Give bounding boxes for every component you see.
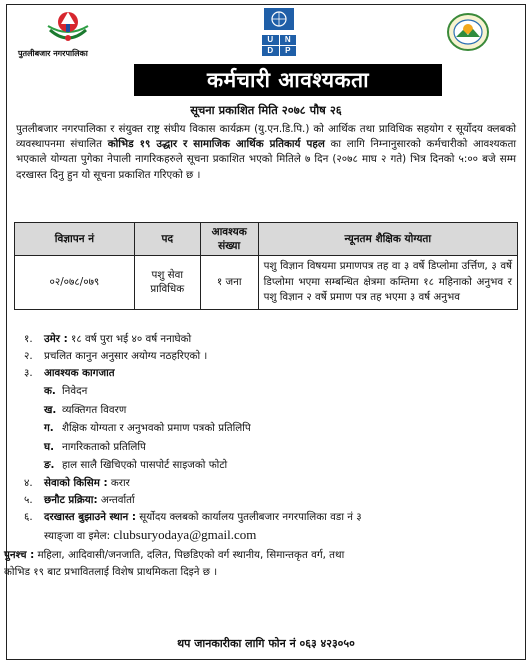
- item-number: १.: [24, 333, 33, 345]
- document-item: [24, 382, 516, 401]
- table-header-row: [15, 223, 518, 256]
- vacancy-table: [14, 222, 518, 310]
- intro-program-name: कोभिड १९ उद्धार र सामाजिक आर्थिक प्रतिकार्य पहल: [107, 138, 325, 151]
- municipality-emblem-icon: [44, 8, 92, 46]
- header-count: आवश्यक संख्या: [200, 223, 258, 256]
- table-row: [15, 256, 518, 310]
- list-item: [24, 348, 516, 365]
- cell-qualification: पशु विज्ञान विषयमा प्रमाणपत्र तह वा ३ वर्षे डिप्लोमा उर्त्तिण, ३ वर्षे डिप्लोमा भएमा सम्बन्धित क्षेत्रमा कम्तिमा १८ महिनाको अनुभव र पशु विज्ञान २ वर्षे प्रमाण पत्र तह भएमा ३ वर्ष अनुभव: [258, 256, 517, 310]
- postscript-label: पुनश्च :: [4, 548, 35, 561]
- item-number: २.: [24, 350, 33, 362]
- list-item: [24, 492, 516, 509]
- document-item: [24, 419, 516, 438]
- service-type-text: करार: [107, 476, 130, 489]
- header-ad-number: विज्ञापन नं: [15, 223, 135, 256]
- document-item: [24, 456, 516, 475]
- cell-ad-number: ०२/०७८/०७९: [15, 256, 135, 310]
- municipality-name: पुतलीबजार नगरपालिका: [18, 49, 88, 58]
- selection-process-label: छनौट प्रक्रिया:: [44, 493, 98, 506]
- submission-place-text: सूर्योदय क्लबको कार्यालय पुतलीबजार नगरपालिका वडा नं ३: [135, 510, 362, 523]
- service-type-label: सेवाको किसिम :: [44, 476, 108, 489]
- postscript-line2: कोभिड १९ बाट प्रभावितलाई विशेष प्राथमिकता दिइने छ ।: [4, 565, 218, 578]
- document-number: क.: [44, 385, 56, 397]
- page-title: कर्मचारी आवश्यकता: [134, 64, 442, 96]
- undp-letter: N: [280, 35, 297, 45]
- item-number: ५.: [24, 493, 33, 506]
- un-emblem-icon: [264, 8, 294, 30]
- list-item: [24, 331, 516, 348]
- item-number: ६.: [24, 510, 33, 523]
- undp-letter: D: [262, 46, 279, 56]
- publish-date-line: सूचना प्रकाशित मिति २०७८ पौष २६: [190, 103, 342, 117]
- intro-text-part2: का लागि निम्नानुसारको कर्मचारीको आवश्यकता भएकाले योग्यता पुगेका नेपाली नागरिकहरुले सूचना प्रकाशित भएको मितिले ७ दिन (२०७८ माघ २ गते) भित्र दिनको ५:०० बजे सम्म दरखास्त दिनु हुन यो सूचना प्रकाशित गरिएको छ ।: [16, 138, 516, 181]
- undp-letter: P: [280, 46, 297, 56]
- postscript-note: [4, 547, 516, 564]
- document-text: निवेदन: [62, 385, 88, 397]
- suryodaya-club-logo: [446, 12, 490, 56]
- municipality-logo-block: [18, 8, 118, 59]
- contact-phone-line: थप जानकारीका लागि फोन नं ०६३ ४२३०५०: [177, 637, 355, 650]
- document-item: [24, 438, 516, 457]
- item-number: ३.: [24, 367, 33, 379]
- intro-paragraph: [16, 122, 516, 183]
- document-item: [24, 401, 516, 420]
- header-post: पद: [134, 223, 200, 256]
- selection-process-text: अन्तर्वार्ता: [97, 493, 135, 506]
- document-number: ख.: [44, 403, 57, 416]
- age-text: १८ वर्ष पुरा भई ४० वर्ष ननाघेको: [67, 333, 192, 345]
- header-qualification: न्यूनतम शैक्षिक योग्यता: [258, 223, 517, 256]
- postscript-text: महिला, आदिवासी/जनजाति, दलित, पिछडिएको वर्ग स्थानीय, सिमान्तकृत वर्ग, तथा: [34, 548, 345, 561]
- document-text: शैक्षिक योग्यता र अनुभवको प्रमाण पत्रको प्रतिलिपि: [62, 422, 251, 434]
- club-emblem-icon: [446, 12, 490, 52]
- document-number: ग.: [44, 422, 54, 434]
- age-label: उमेर :: [44, 333, 68, 345]
- requirements-list: [4, 331, 516, 581]
- documents-label: आवश्यक कागजात: [44, 367, 115, 379]
- list-item: [24, 365, 516, 382]
- cell-post: पशु सेवा प्राविधिक: [134, 256, 200, 310]
- document-number: घ.: [44, 440, 54, 453]
- undp-logo: [262, 8, 296, 56]
- undp-letter: U: [262, 35, 279, 45]
- document-text: नागरिकताको प्रतिलिपि: [62, 440, 146, 453]
- submission-place-line2: [24, 526, 516, 545]
- contact-email-link[interactable]: clubsuryodaya@gmail.com: [113, 526, 257, 542]
- item-number: ४.: [24, 476, 33, 489]
- submission-place-label: दरखास्त बुझाउने स्थान :: [44, 510, 136, 523]
- eligibility-text: प्रचलित कानुन अनुसार अयोग्य नठहरिएको ।: [44, 350, 208, 362]
- document-text: हाल सालै खिचिएको पासपोर्ट साइजको फोटो: [62, 459, 228, 471]
- list-item: [24, 475, 516, 492]
- document-number: ङ.: [44, 459, 55, 471]
- cell-count: १ जना: [200, 256, 258, 310]
- list-item: [24, 509, 516, 526]
- submission-email-prefix: स्याङ्जा वा इमेल:: [44, 529, 114, 542]
- document-text: व्यक्तिगत विवरण: [62, 403, 127, 416]
- intro-text-part1: पुतलीबजार नगरपालिका र संयुक्त राष्ट्र संघीय विकास कार्यक्रम (यु.एन.डि.पि.) को आर्थिक तथा प्राविधिक सहयोग र सूर्योदय क्लबको व्यवस्थापनमा संचालित: [16, 123, 516, 151]
